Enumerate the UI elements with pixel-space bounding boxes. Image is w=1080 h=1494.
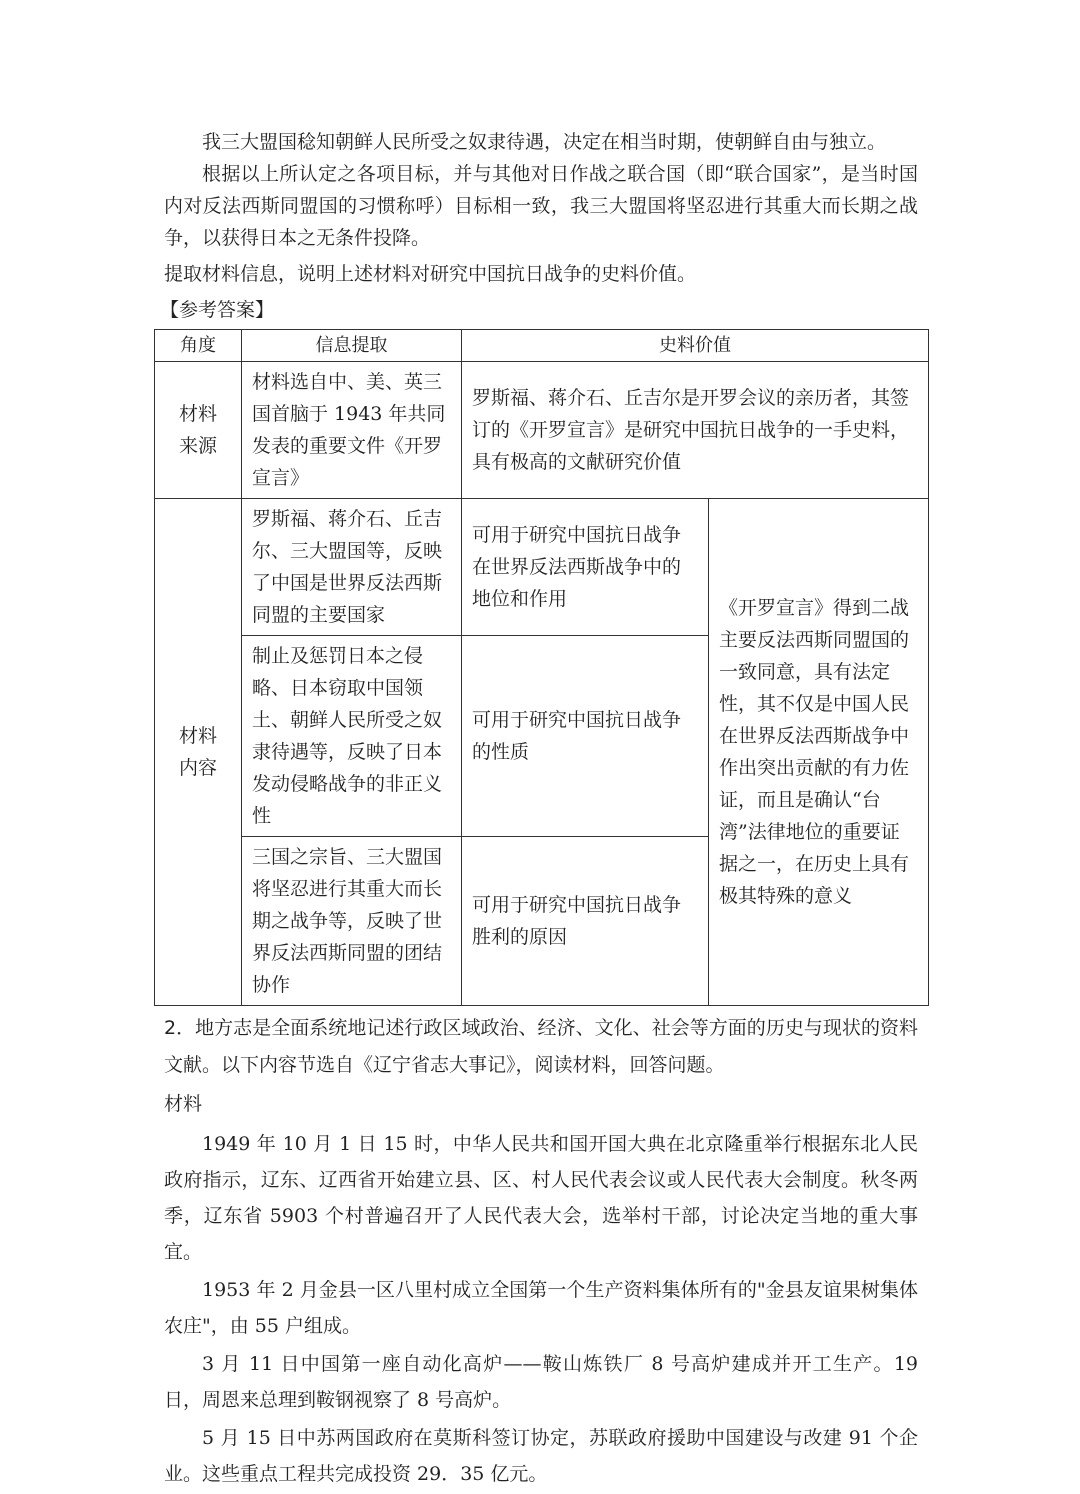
info-cell: 罗斯福、蒋介石、丘吉尔、三大盟国等，反映了中国是世界反法西斯同盟的主要国家 (242, 499, 462, 636)
value-cell: 可用于研究中国抗日战争在世界反法西斯战争中的地位和作用 (462, 499, 709, 636)
passage-paragraph: 根据以上所认定之各项目标，并与其他对日作战之联合国（即“联合国家”，是当时国内对反法西斯同盟国的习惯称呼）目标相一致，我三大盟国将坚忍进行其重大而长期之战争，以获得日本之无条件投降。 (164, 163, 918, 249)
table-header-row (155, 330, 929, 362)
question-intro: 2．地方志是全面系统地记述行政区域政治、经济、文化、社会等方面的历史与现状的资料文献。以下内容节选自《辽宁省志大事记》，阅读材料，回答问题。 (164, 1017, 918, 1076)
question-prompt: 提取材料信息，说明上述材料对研究中国抗日战争的史料价值。 (164, 263, 697, 285)
table-row (155, 362, 929, 499)
table-row (155, 499, 929, 636)
material-paragraph: 5 月 15 日中苏两国政府在莫斯科签订协定，苏联政府援助中国建设与改建 91 个企业。这些重点工程共完成投资 29．35 亿元。 (164, 1427, 918, 1485)
header-info: 信息提取 (242, 330, 462, 362)
passage (160, 126, 918, 326)
info-cell: 制止及惩罚日本之侵略、日本窃取中国领土、朝鲜人民所受之奴隶待遇等，反映了日本发动侵略战争的非正义性 (242, 636, 462, 837)
angle-label: 材料内容 (178, 725, 217, 779)
question-2 (164, 1010, 918, 1492)
material-paragraph: 1953 年 2 月金县一区八里村成立全国第一个生产资料集体所有的"金县友谊果树集体农庄"，由 55 户组成。 (164, 1279, 918, 1337)
info-cell: 三国之宗旨、三大盟国将坚忍进行其重大而长期之战争等，反映了世界反法西斯同盟的团结协作 (242, 837, 462, 1006)
value-cell: 可用于研究中国抗日战争的性质 (462, 636, 709, 837)
angle-cell (155, 362, 242, 499)
material-label: 材料 (164, 1093, 203, 1115)
document-body (154, 126, 928, 1494)
answer-heading: 【参考答案】 (160, 299, 275, 321)
summary-cell: 《开罗宣言》得到二战主要反法西斯同盟国的一致同意，具有法定性，其不仅是中国人民在世界反法西斯战争中作出突出贡献的有力佐证，而且是确认“台湾”法律地位的重要证据之一，在历史上具有极其特殊的意义 (709, 499, 929, 1006)
value-cell: 罗斯福、蒋介石、丘吉尔是开罗会议的亲历者，其签订的《开罗宣言》是研究中国抗日战争的一手史料，具有极高的文献研究价值 (462, 362, 929, 499)
value-cell: 可用于研究中国抗日战争胜利的原因 (462, 837, 709, 1006)
header-value: 史料价值 (462, 330, 929, 362)
passage-paragraph: 我三大盟国稔知朝鲜人民所受之奴隶待遇，决定在相当时期，使朝鲜自由与独立。 (202, 131, 887, 153)
angle-label: 材料来源 (178, 403, 217, 457)
angle-cell (155, 499, 242, 1006)
material-paragraph: 3 月 11 日中国第一座自动化高炉——鞍山炼铁厂 8 号高炉建成并开工生产。19 日，周恩来总理到鞍钢视察了 8 号高炉。 (164, 1353, 918, 1411)
header-angle: 角度 (155, 330, 242, 362)
info-cell: 材料选自中、美、英三国首脑于 1943 年共同发表的重要文件《开罗宣言》 (242, 362, 462, 499)
material-paragraph: 1949 年 10 月 1 日 15 时，中华人民共和国开国大典在北京隆重举行根据东北人民政府指示，辽东、辽西省开始建立县、区、村人民代表会议或人民代表大会制度。秋冬两季，辽东省 5903 个村普遍召开了人民代表大会，选举村干部，讨论决定当地的重大事宜。 (164, 1133, 918, 1263)
answer-table (154, 329, 929, 1006)
